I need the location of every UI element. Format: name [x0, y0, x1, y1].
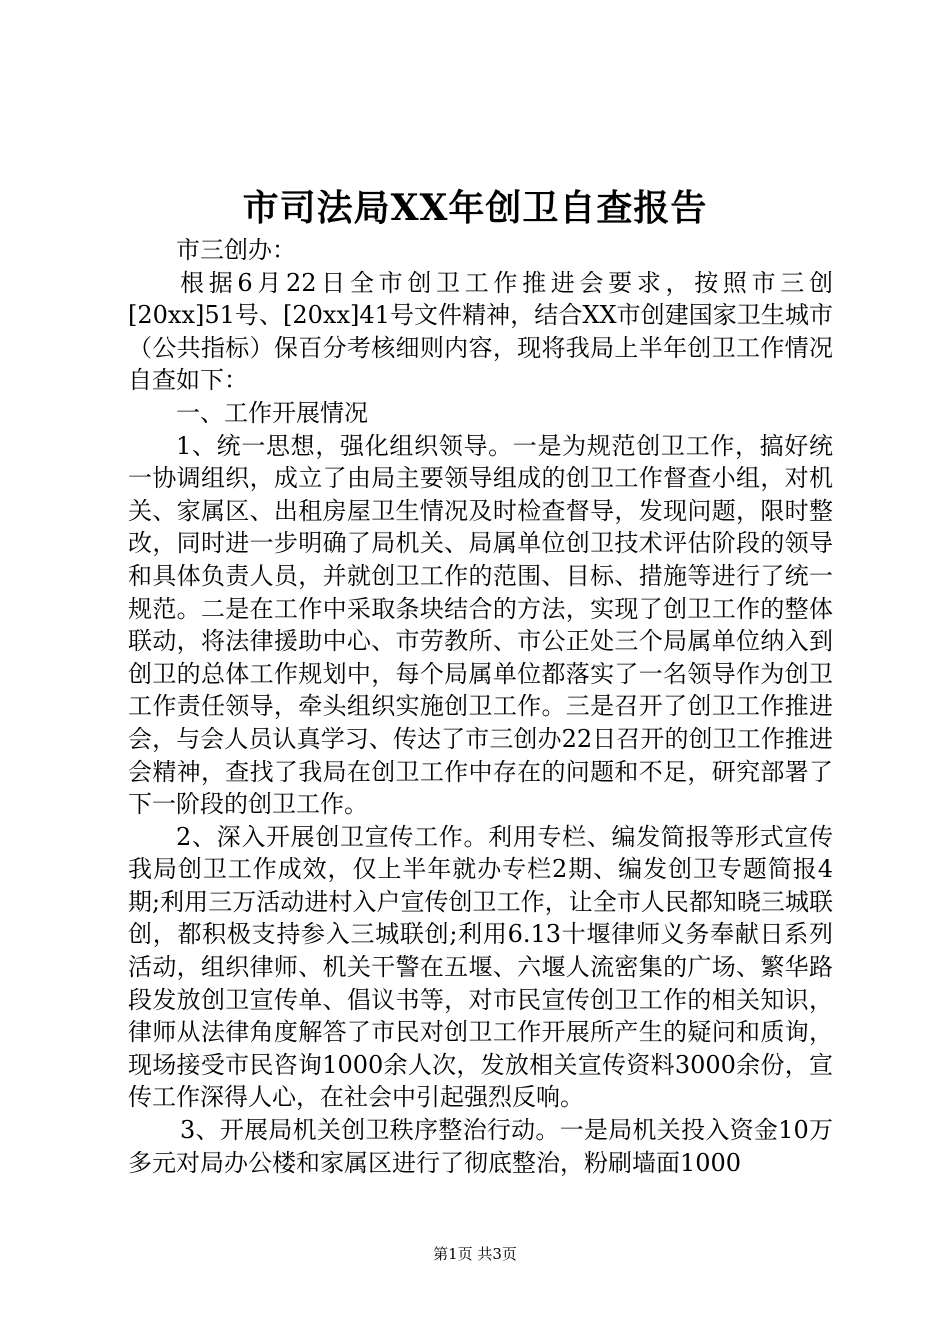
section-heading: 一、工作开展情况	[176, 398, 368, 427]
salutation: 市三创办：	[176, 236, 296, 264]
paragraph-item-3: 3、开展局机关创卫秩序整治行动。一是局机关投入资金10万多元对局办公楼和家属区进行了彻底整治，粉刷墙面1000	[128, 1116, 833, 1177]
paragraph-item-1: 1、统一思想，强化组织领导。一是为规范创卫工作，搞好统一协调组织，成立了由局主要领导组成的创卫工作督查小组，对机关、家属区、出租房屋卫生情况及时检查督导，发现问题，限时整改，同时进一步明确了局机关、局属单位创卫技术评估阶段的领导和具体负责人员，并就创卫工作的范围、目标、措施等进行了统一规范。二是在工作中采取条块结合的方法，实现了创卫工作的整体联动，将法律援助中心、市劳教所、市公正处三个局属单位纳入到创卫的总体工作规划中，每个局属单位都落实了一名领导作为创卫工作责任领导，牵头组织实施创卫工作。三是召开了创卫工作推进会，与会人员认真学习、传达了市三创办22日召开的创卫工作推进会精神，查找了我局在创卫工作中存在的问题和不足，研究部署了下一阶段的创卫工作。	[128, 431, 833, 819]
page-number: 第1页 共3页	[433, 1245, 517, 1263]
paragraph-item-2: 2、深入开展创卫宣传工作。利用专栏、编发简报等形式宣传我局创卫工作成效，仅上半年就办专栏2期、编发创卫专题简报4期;利用三万活动进村入户宣传创卫工作，让全市人民都知晓三城联创，都积极支持参入三城联创;利用6.13十堰律师义务奉献日系列活动，组织律师、机关干警在五堰、六堰人流密集的广场、繁华路段发放创卫宣传单、倡议书等，对市民宣传创卫工作的相关知识，律师从法律角度解答了市民对创卫工作开展所产生的疑问和质询，现场接受市民咨询1000余人次，发放相关宣传资料3000余份，宣传工作深得人心，在社会中引起强烈反响。	[128, 822, 833, 1112]
paragraph-intro: 根据6月22日全市创卫工作推进会要求，按照市三创[20xx]51号、[20xx]41号文件精神，结合XX市创建国家卫生城市（公共指标）保百分考核细则内容，现将我局上半年创卫工作情况自查如下：	[128, 268, 833, 395]
document-title: 市司法局XX年创卫自查报告	[242, 187, 708, 229]
document-body	[128, 234, 833, 1179]
